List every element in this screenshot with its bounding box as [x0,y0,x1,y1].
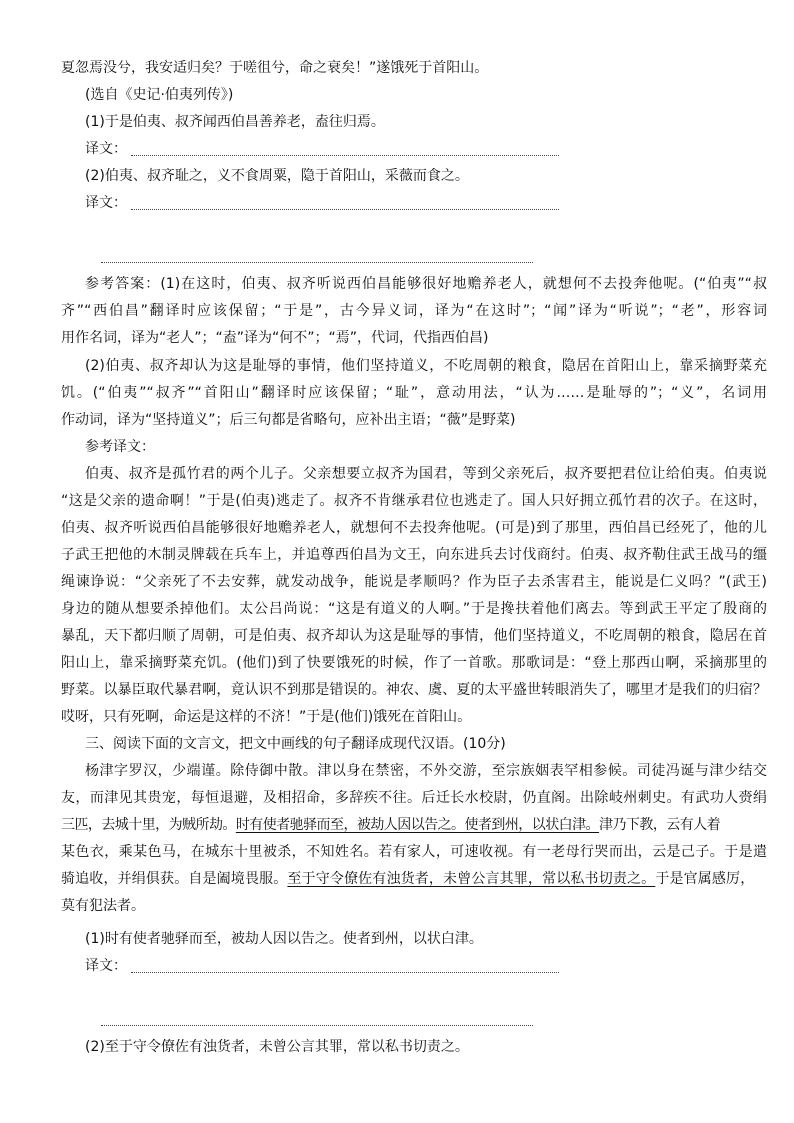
passage-segment: 于是官属感厉， [655,871,755,887]
answer-line-5[interactable] [101,1025,533,1026]
translation-text: 绳谏诤说：“父亲死了不去安葬，就发动战争，能说是孝顺吗？作为臣子去杀害君主，能说是仁义吗？”(武王) [61,574,767,590]
answer-line-3[interactable] [101,262,533,263]
translation-text: 伯夷、叔齐听说西伯昌能够很好地赡养老人，就想何不去投奔他呢。(可是)到了那里，西伯昌已经死了，他的儿 [61,520,767,536]
passage-segment: 骑追收，并绢俱获。自是阖境畏服。 [61,871,288,887]
passage-text [61,815,720,835]
answer-text: 作动词，译为“坚持道义”；后三句都是省略句，应补出主语；“薇”是野菜) [61,412,516,428]
answer-line-4[interactable] [131,972,559,973]
answer-text: (2)伯夷、叔齐却认为这是耻辱的事情，他们坚持道义，不吃周朝的粮食，隐居在首阳山上，靠采摘野菜充 [85,358,767,374]
answer-line-1[interactable] [131,155,559,156]
passage-segment: 津乃下教，云有人着 [599,817,721,833]
underlined-sentence-2: 至于守令僚佐有浊货者，未曾公言其罪，常以私书切责之。 [287,871,656,887]
translation-text: 身边的随从想要杀掉他们。太公吕尚说：“这是有道义的人啊。”于是搀扶着他们离去。等到武王平定了殷商的 [61,601,767,617]
translation-label-3: 译文： [85,958,127,974]
translation-text: 野菜。以暴臣取代暴君啊，竟认识不到那是错误的。神农、虞、夏的太平盛世转眼消失了，哪里才是我们的归宿？ [61,682,767,698]
translation-text: 暴乱，天下都归顺了周朝，可是伯夷、叔齐却认为这是耻辱的事情，他们坚持道义，不吃周朝的粮食，隐居在首 [61,628,767,644]
question-3: (1)时有使者驰驿而至，被劫人因以告之。使者到州，以状白津。 [85,931,483,947]
source-citation: (选自《史记·伯夷列传》) [85,87,234,103]
answer-text: 参考答案：(1)在这时，伯夷、叔齐听说西伯昌能够很好地赡养老人，就想何不去投奔他呢。(“伯夷”“叔 [85,276,767,292]
translation-text: 哎呀，只有死啊，命运是这样的不济！”于是(他们)饿死在首阳山。 [61,709,472,725]
translation-text: 子武王把他的木制灵牌载在兵车上，并追尊西伯昌为文王，向东进兵去讨伐商纣。伯夷、叔齐勒住武王战马的缰 [61,547,767,563]
translation-label-2: 译文： [85,195,127,211]
section-3-heading: 三、阅读下面的文言文，把文中画线的句子翻译成现代汉语。(10分) [85,736,506,752]
poem-line: 夏忽焉没兮，我安适归矣？于嗟徂兮，命之衰矣！”遂饿死于首阳山。 [61,60,489,76]
passage-text: 莫有犯法者。 [61,898,145,914]
reference-translation-title: 参考译文： [85,439,155,455]
translation-text: “这是父亲的遗命啊！”于是(伯夷)逃走了。叔齐不肯继承君位也逃走了。国人只好拥立孤竹君的次子。在这时， [61,493,767,509]
answer-text: 用作名词，译为“老人”；“盍”译为“何不”；“焉”，代词，代指西伯昌) [61,330,489,346]
question-4: (2)至于守令僚佐有浊货者，未曾公言其罪，常以私书切责之。 [85,1039,469,1055]
passage-text: 杨津字罗汉，少端谨。除侍御中散。津以身在禁密，不外交游，至宗族姻表罕相参候。司徒冯诞与津少结交 [85,763,767,779]
question-2: (2)伯夷、叔齐耻之，义不食周粟，隐于首阳山，采薇而食之。 [85,168,469,184]
underlined-sentence-1: 时有使者驰驿而至，被劫人因以告之。使者到州，以状白津。 [235,817,600,833]
answer-text: 饥。(“伯夷”“叔齐”“首阳山”翻译时应该保留；“耻”，意动用法，“认为……是耻辱的”；“义”，名词用 [61,385,767,401]
translation-text: 阳山上，靠采摘野菜充饥。(他们)到了快要饿死的时候，作了一首歌。那歌词是：“登上那西山啊，采摘那里的 [61,655,767,671]
passage-text [61,869,754,889]
question-1: (1)于是伯夷、叔齐闻西伯昌善养老，盍往归焉。 [85,114,385,130]
passage-segment: 三匹，去城十里，为贼所劫。 [61,817,236,833]
passage-text: 友，而津见其贵宠，每恒退避，及相招命，多辞疾不往。后迁长水校尉，仍直阁。出除岐州刺史。有武功人赍绢 [61,790,767,806]
answer-line-2[interactable] [131,209,559,210]
translation-label-1: 译文： [85,141,127,157]
answer-text: 齐”“西伯昌”翻译时应该保留；“于是”，古今异义词，译为“在这时”；“闻”译为“听说”；“老”，形容词 [61,303,767,319]
translation-text: 伯夷、叔齐是孤竹君的两个儿子。父亲想要立叔齐为国君，等到父亲死后，叔齐要把君位让给伯夷。伯夷说 [85,466,767,482]
passage-text: 某色衣，乘某色马，在城东十里被杀，不知姓名。若有家人，可速收视。有一老母行哭而出，云是己子。于是遣 [61,844,767,860]
